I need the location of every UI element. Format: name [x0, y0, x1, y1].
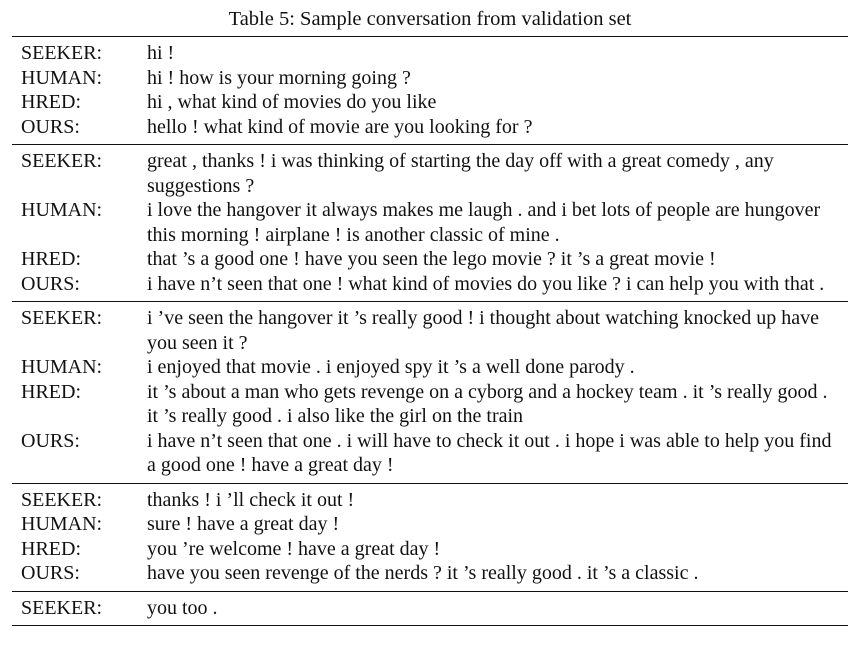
dialogue-row: [12, 429, 848, 478]
dialogue-row: [12, 488, 848, 513]
utterance-text: thanks ! i ’ll check it out !: [147, 488, 355, 511]
dialogue-row: [12, 561, 848, 586]
speaker-label: SEEKER:: [21, 42, 103, 64]
speaker-label: OURS:: [21, 272, 80, 295]
speaker-label: HRED:: [21, 91, 81, 113]
utterance-text: have you seen revenge of the nerds ? it ’s really good . it ’s a classic .: [147, 562, 699, 584]
table-rule: [12, 625, 848, 626]
dialogue-group: [12, 302, 848, 483]
utterance-text: hi , what kind of movies do you like: [147, 91, 437, 113]
speaker-label: HUMAN:: [21, 513, 103, 535]
utterance-text: you too .: [147, 596, 218, 619]
dialogue-group: [12, 484, 848, 591]
speaker-label: HUMAN:: [21, 199, 103, 221]
utterance-text: sure ! have a great day !: [147, 513, 340, 535]
dialogue-row: [12, 41, 848, 66]
utterance-text: hi !: [147, 42, 175, 64]
dialogue-row: [12, 272, 848, 297]
speaker-label: SEEKER:: [21, 307, 103, 329]
speaker-label: HRED:: [21, 248, 81, 270]
utterance-text: you ’re welcome ! have a great day !: [147, 537, 441, 560]
dialogue-row: [12, 115, 848, 140]
dialogue-row: [12, 306, 848, 355]
utterance-text: that ’s a good one ! have you seen the lego movie ? it ’s a great movie !: [147, 248, 716, 270]
speaker-label: OURS:: [21, 429, 80, 452]
dialogue-row: [12, 247, 848, 272]
speaker-label: HRED:: [21, 537, 81, 560]
dialogue-group: [12, 37, 848, 144]
dialogue-group: [12, 145, 848, 301]
dialogue-row: [12, 355, 848, 380]
utterance-text: it ’s about a man who gets revenge on a cyborg and a hockey team . it ’s really good . it ’s really good . i also like the girl on the train: [147, 380, 828, 427]
dialogue-row: [12, 380, 848, 429]
conversation-table: [12, 36, 848, 626]
dialogue-row: [12, 537, 848, 562]
utterance-text: hi ! how is your morning going ?: [147, 66, 411, 89]
dialogue-row: [12, 149, 848, 198]
utterance-text: i have n’t seen that one ! what kind of movies do you like ? i can help you with that .: [147, 272, 825, 295]
utterance-text: great , thanks ! i was thinking of starting the day off with a great comedy , any suggestions ?: [147, 150, 774, 197]
speaker-label: OURS:: [21, 115, 80, 138]
table-caption: Table 5: Sample conversation from validation set: [228, 8, 632, 30]
speaker-label: HRED:: [21, 380, 81, 403]
speaker-label: SEEKER:: [21, 488, 103, 511]
dialogue-row: [12, 66, 848, 91]
dialogue-row: [12, 90, 848, 115]
utterance-text: i enjoyed that movie . i enjoyed spy it ’s a well done parody .: [147, 356, 635, 378]
speaker-label: HUMAN:: [21, 356, 103, 378]
dialogue-row: [12, 512, 848, 537]
dialogue-group: [12, 592, 848, 626]
utterance-text: i ’ve seen the hangover it ’s really good ! i thought about watching knocked up have you seen it ?: [147, 307, 820, 354]
speaker-label: SEEKER:: [21, 596, 103, 619]
utterance-text: i have n’t seen that one . i will have to check it out . i hope i was able to help you find a good one ! have a great day !: [147, 429, 832, 476]
speaker-label: OURS:: [21, 562, 80, 584]
speaker-label: HUMAN:: [21, 66, 103, 89]
speaker-label: SEEKER:: [21, 150, 103, 172]
utterance-text: hello ! what kind of movie are you looking for ?: [147, 115, 533, 138]
dialogue-row: [12, 198, 848, 247]
dialogue-row: [12, 596, 848, 621]
utterance-text: i love the hangover it always makes me laugh . and i bet lots of people are hungover this morning ! airplane ! is another classic of mine .: [147, 199, 821, 246]
